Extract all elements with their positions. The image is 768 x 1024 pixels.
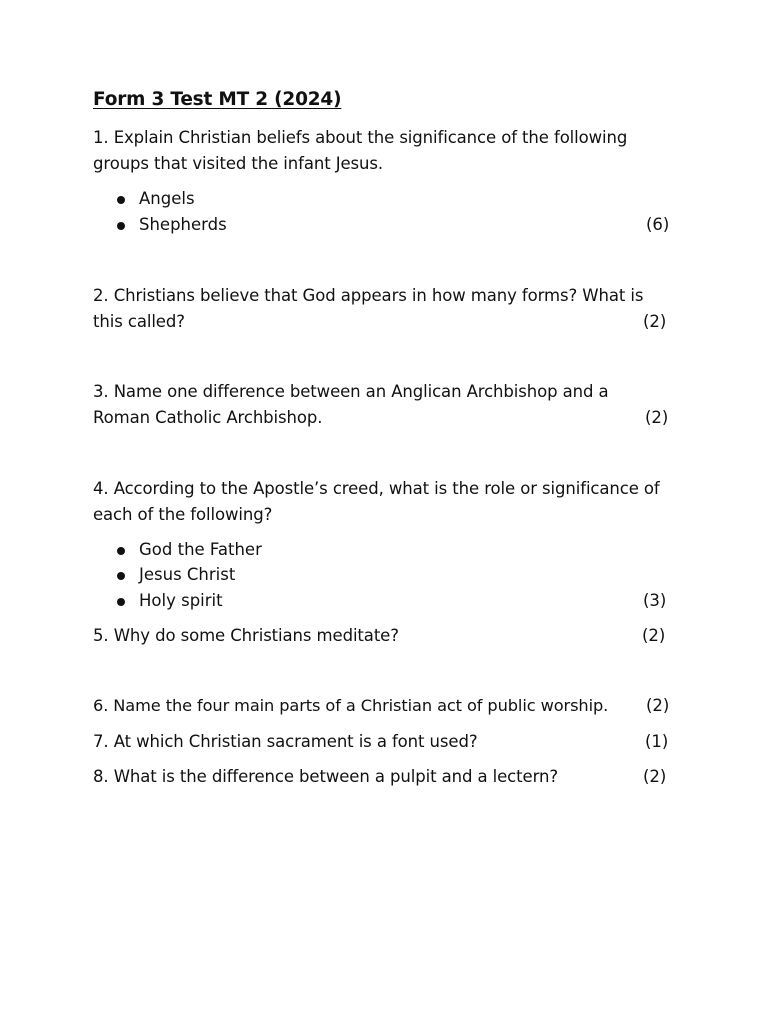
bullet-text: Angels xyxy=(139,189,195,208)
bullet-text: Shepherds xyxy=(139,215,227,234)
question-6-line-1: 6. Name the four main parts of a Christian act of public worship. xyxy=(93,696,609,715)
bullet-text: Holy spirit xyxy=(139,591,223,610)
question-6-marks: (2) xyxy=(646,696,670,715)
question-5-marks: (2) xyxy=(642,626,666,645)
question-2-line-2: this called? xyxy=(93,312,185,331)
question-8-line-1: 8. What is the difference between a pulpit and a lectern? xyxy=(93,767,558,786)
question-5-line-1: 5. Why do some Christians meditate? xyxy=(93,626,399,645)
bullet-dot-icon xyxy=(117,222,125,230)
question-3-line-1: 3. Name one difference between an Anglican Archbishop and a xyxy=(93,382,609,401)
question-1-line-1: 1. Explain Christian beliefs about the significance of the following xyxy=(93,128,628,147)
question-4-line-2: each of the following? xyxy=(93,505,273,524)
question-2-marks: (2) xyxy=(643,312,667,331)
question-1-marks: (6) xyxy=(646,215,670,234)
document-title: Form 3 Test MT 2 (2024) xyxy=(93,89,342,110)
question-4-line-1: 4. According to the Apostle’s creed, what is the role or significance of xyxy=(93,479,660,498)
question-7-line-1: 7. At which Christian sacrament is a font used? xyxy=(93,732,478,751)
bullet-dot-icon xyxy=(117,598,125,606)
bullet-text: God the Father xyxy=(139,540,262,559)
question-3-line-2: Roman Catholic Archbishop. xyxy=(93,408,323,427)
question-7-marks: (1) xyxy=(645,732,669,751)
question-4-marks: (3) xyxy=(643,591,667,610)
bullet-dot-icon xyxy=(117,572,125,580)
question-3-marks: (2) xyxy=(645,408,669,427)
bullet-dot-icon xyxy=(117,196,125,204)
question-8-marks: (2) xyxy=(643,767,667,786)
bullet-dot-icon xyxy=(117,547,125,555)
question-1-line-2: groups that visited the infant Jesus. xyxy=(93,154,384,173)
bullet-text: Jesus Christ xyxy=(139,565,236,584)
question-2-line-1: 2. Christians believe that God appears in how many forms? What is xyxy=(93,286,644,305)
